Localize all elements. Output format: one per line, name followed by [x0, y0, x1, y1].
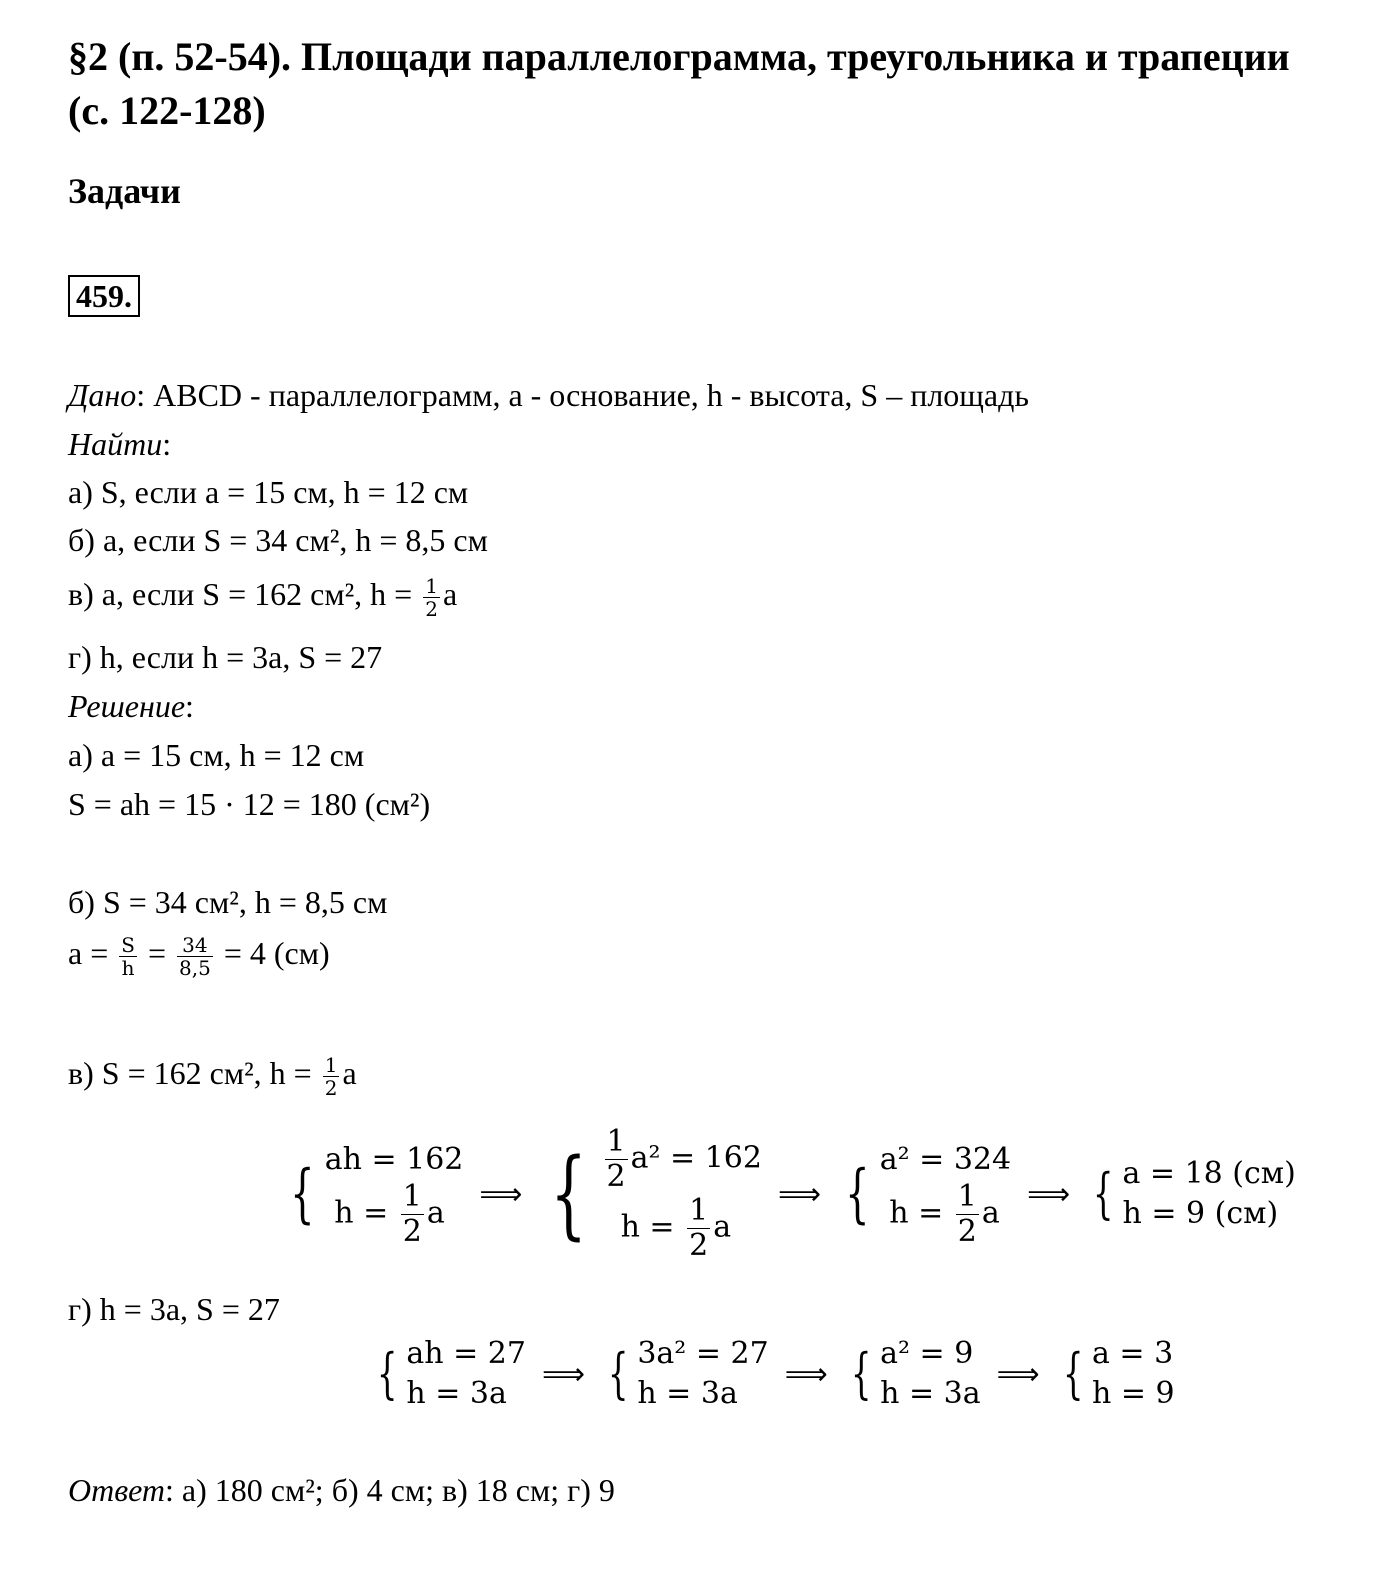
- fraction-var: a: [981, 1195, 1000, 1230]
- find-label: Найти: [68, 426, 163, 462]
- half-fraction: [401, 1180, 424, 1249]
- solution-c-system-chain: [282, 1125, 1296, 1263]
- half-fraction: [956, 1180, 979, 1249]
- find-a: а) S, если a = 15 см, h = 12 см: [68, 474, 469, 510]
- fraction-denominator: 2: [689, 1228, 709, 1263]
- brace-icon: {: [607, 1342, 629, 1405]
- b-rhs: = 4 (см): [215, 935, 330, 971]
- find-label-line: Найти:: [68, 426, 172, 462]
- brace-icon: {: [850, 1342, 872, 1405]
- c-system-2: [538, 1125, 762, 1263]
- d-sys3-row2: h = 3a: [880, 1376, 981, 1411]
- brace-icon: {: [1092, 1162, 1114, 1225]
- b-lhs: a =: [68, 935, 117, 971]
- fraction-var: a: [713, 1209, 732, 1245]
- c-sys1-row2: [325, 1180, 464, 1249]
- half-fraction: [605, 1125, 628, 1194]
- c-sys3-row1: a² = 324: [879, 1141, 1012, 1177]
- solution-a-given: а) a = 15 см, h = 12 см: [68, 737, 365, 773]
- c-given-prefix: в) S = 162 см², h =: [68, 1055, 320, 1091]
- implies-arrow-icon: ⟹: [541, 1356, 585, 1392]
- c-sys2-row1: [602, 1125, 762, 1194]
- fraction-numerator: 1: [957, 1178, 977, 1214]
- implies-arrow-icon: ⟹: [479, 1176, 523, 1212]
- solution-b-given: б) S = 34 см², h = 8,5 см: [68, 884, 388, 920]
- d-sys1-row2: h = 3a: [406, 1376, 507, 1411]
- brace-icon: {: [845, 1157, 870, 1231]
- brace-icon: {: [376, 1342, 398, 1405]
- fraction-denominator: 2: [324, 1076, 338, 1101]
- fraction-numerator: 1: [606, 1124, 626, 1159]
- fraction-numerator: 1: [402, 1178, 422, 1214]
- solution-c-given: [68, 1053, 357, 1099]
- c-sys4-row2: h = 9 (см): [1122, 1196, 1279, 1231]
- solution-a-calc: S = ah = 15 · 12 = 180 (см²): [68, 786, 431, 822]
- c-system-4: [1086, 1154, 1296, 1234]
- solution-b-calc: [68, 933, 330, 979]
- d-sys3-row1: a² = 9: [880, 1336, 974, 1371]
- d-sys1-row1: ah = 27: [406, 1336, 526, 1371]
- b-eq: =: [139, 935, 174, 971]
- find-c-suffix: a: [442, 576, 458, 612]
- b-fraction-s-h: [119, 934, 137, 979]
- c-given-suffix: a: [342, 1055, 357, 1091]
- c-sys1-row2-prefix: h =: [334, 1195, 398, 1230]
- c-sys2-row1-suffix: a² = 162: [630, 1140, 762, 1176]
- find-c-prefix: в) a, если S = 162 см², h =: [68, 576, 421, 612]
- d-sys2-row2: h = 3a: [637, 1376, 738, 1411]
- given-text: ABCD - параллелограмм, a - основание, h - высота, S – площадь: [153, 377, 1029, 413]
- solution-d-given: г) h = 3a, S = 27: [68, 1291, 280, 1327]
- c-sys4-row1: a = 18 (см): [1122, 1156, 1296, 1191]
- half-fraction: [687, 1194, 710, 1263]
- given-line: Дано: ABCD - параллелограмм, a - основание, h - высота, S – площадь: [68, 377, 1029, 413]
- fraction-denominator: 2: [402, 1213, 422, 1249]
- page-title-pages: (с. 122-128): [68, 88, 266, 133]
- d-sys4-row2: h = 9: [1091, 1376, 1175, 1411]
- implies-arrow-icon: ⟹: [784, 1356, 828, 1392]
- fraction-numerator: 1: [324, 1053, 338, 1078]
- section-heading: Задачи: [68, 171, 181, 211]
- implies-arrow-icon: ⟹: [777, 1176, 821, 1212]
- d-system-2: [601, 1334, 769, 1414]
- brace-icon: {: [290, 1157, 315, 1231]
- d-system-4: [1056, 1334, 1175, 1414]
- solution-d-system-chain: [370, 1334, 1175, 1414]
- page-title: §2 (п. 52-54). Площади параллелограмма, треугольника и трапеции: [68, 34, 1290, 79]
- find-b: б) a, если S = 34 см², h = 8,5 см: [68, 522, 488, 558]
- find-c: [68, 574, 457, 620]
- fraction-denominator: h: [121, 956, 135, 981]
- b-fraction-numbers: [177, 934, 213, 979]
- c-system-3: [837, 1140, 1011, 1249]
- fraction-var: a: [426, 1195, 445, 1230]
- problem-number: 459.: [68, 275, 140, 317]
- implies-arrow-icon: ⟹: [996, 1356, 1040, 1392]
- fraction-denominator: 8,5: [179, 956, 211, 981]
- c-system-1: [282, 1140, 463, 1249]
- fraction-numerator: S: [121, 933, 135, 958]
- d-sys2-row1: 3a² = 27: [637, 1336, 769, 1371]
- brace-icon: {: [1062, 1342, 1084, 1405]
- answer-text: : а) 180 см²; б) 4 см; в) 18 см; г) 9: [165, 1472, 615, 1508]
- c-sys3-row2-prefix: h =: [889, 1195, 953, 1230]
- implies-arrow-icon: ⟹: [1027, 1176, 1071, 1212]
- find-d: г) h, если h = 3a, S = 27: [68, 639, 383, 675]
- c-sys2-row2-prefix: h =: [620, 1209, 685, 1245]
- fraction-numerator: 1: [689, 1193, 709, 1228]
- c-sys3-row2: [880, 1180, 1011, 1249]
- solution-label: Решение: [68, 688, 186, 724]
- fraction-denominator: 2: [425, 597, 438, 622]
- answer-line: [68, 1470, 615, 1510]
- fraction-numerator: 34: [177, 934, 213, 957]
- c-given-fraction: [323, 1054, 340, 1099]
- c-sys1-row1: ah = 162: [324, 1141, 464, 1177]
- c-sys2-row2: [602, 1194, 762, 1263]
- fraction-denominator: 2: [606, 1159, 626, 1194]
- solution-label-line: Решение:: [68, 688, 194, 724]
- given-label: Дано: [68, 377, 137, 413]
- answer-label: Ответ: [68, 1472, 165, 1508]
- fraction-numerator: 1: [425, 574, 438, 599]
- brace-icon: {: [550, 1138, 588, 1250]
- find-c-fraction: [423, 575, 440, 620]
- d-sys4-row1: a = 3: [1091, 1336, 1174, 1371]
- fraction-denominator: 2: [957, 1213, 977, 1249]
- d-system-3: [844, 1334, 981, 1414]
- d-system-1: [370, 1334, 526, 1414]
